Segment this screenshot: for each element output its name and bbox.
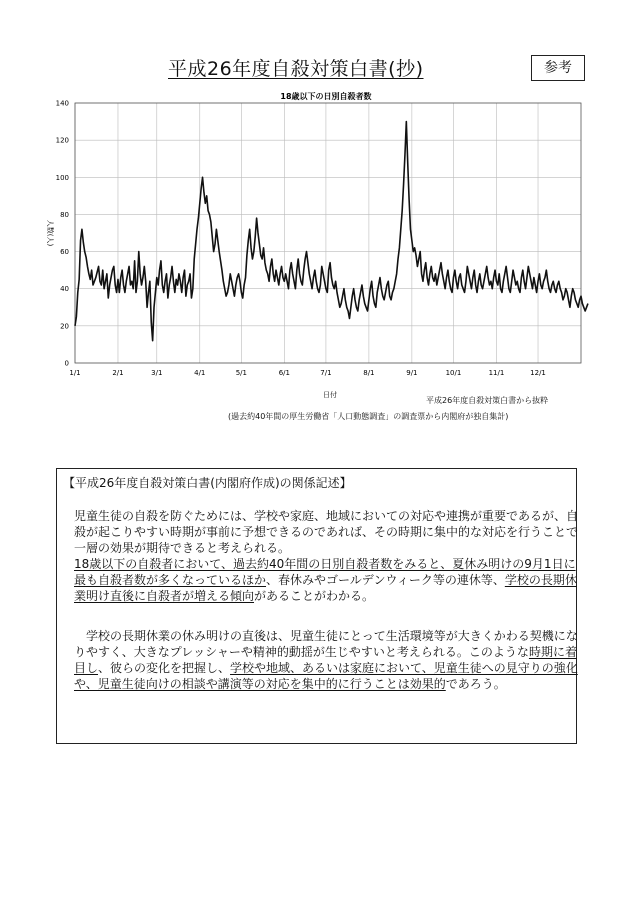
paragraph-1-end: があることがわかる。 [254,589,375,603]
series-line [75,122,588,341]
y-tick-label: 100 [55,173,69,182]
reference-badge: 参考 [531,55,585,81]
document-title: 平成26年度自殺対策白書(抄) [168,58,424,80]
x-tick-label: 4/1 [194,369,206,377]
related-text-box [56,468,577,744]
x-tick-label: 7/1 [320,369,332,377]
box-heading: 【平成26年度自殺対策白書(内閣府作成)の関係記述】 [63,476,352,490]
daily-suicide-line-chart [0,0,630,420]
source-detail-note: (過去約40年間の厚生労働省「人口動態調査」の調査票から内閣府が独自集計) [228,412,509,421]
y-tick-label: 20 [60,322,69,331]
x-tick-label: 2/1 [112,369,124,377]
source-note: 平成26年度自殺対策白書から抜粋 [426,396,549,405]
y-axis-label: 人数(人) [46,219,54,247]
y-tick-label: 60 [60,248,69,257]
x-tick-label: 3/1 [151,369,163,377]
x-axis-ticks [69,369,546,377]
x-tick-label: 12/1 [530,369,546,377]
paragraph-2-focus: 時期に着目し [74,645,577,675]
paragraph-1-middle: 、春休みやゴールデンウィーク等の連休等、 [266,573,505,587]
x-axis-label: 日付 [323,391,337,399]
y-tick-label: 40 [60,285,69,294]
y-tick-label: 120 [55,136,69,145]
paragraph-2 [74,628,580,692]
paragraph-1-finding: 18歳以下の自殺者において、過去約40年間の日別自殺者数をみると、夏休み明けの9月1日に最も自殺者数が多くなっているほか [74,557,576,587]
paragraph-2-action: 学校や地域、あるいは家庭において、児童生徒への見守りの強化や、児童生徒向けの相談や講演等の対応を集中的に行うことは効果的 [74,661,578,691]
paragraph-1-trend: 学校の長期休業明け直後に自殺者が増える傾向 [74,573,577,603]
y-tick-label: 80 [60,210,69,219]
x-tick-label: 11/1 [488,369,505,377]
x-tick-label: 8/1 [363,369,375,377]
paragraph-2-end: であろう。 [445,677,506,691]
x-tick-label: 10/1 [445,369,462,377]
y-tick-label: 140 [55,99,69,108]
x-tick-label: 1/1 [69,369,81,377]
paragraph-2-intro: 学校の長期休業の休み明けの直後は、児童生徒にとって生活環境等が大きくかわる契機になりやすく、大きなプレッシャーや精神的動揺が生じやすいと考えられる。このような [74,629,578,659]
x-tick-label: 9/1 [406,369,418,377]
y-axis-ticks [56,100,69,368]
paragraph-2-middle: 、彼らの変化を把握し、 [98,661,231,675]
paragraph-1-intro: 児童生徒の自殺を防ぐためには、学校や家庭、地域においての対応や連携が重要であるが、自殺が起こりやすい時期が事前に予想できるのであれば、その時期に集中的な対応を行うことで一層の効果が期待できると考えられる。 [74,509,579,555]
paragraph-1 [74,508,580,604]
x-tick-label: 6/1 [278,369,290,377]
chart-title: 18歳以下の日別自殺者数 [280,92,372,101]
x-tick-label: 5/1 [235,369,247,377]
y-tick-label: 0 [64,359,69,368]
